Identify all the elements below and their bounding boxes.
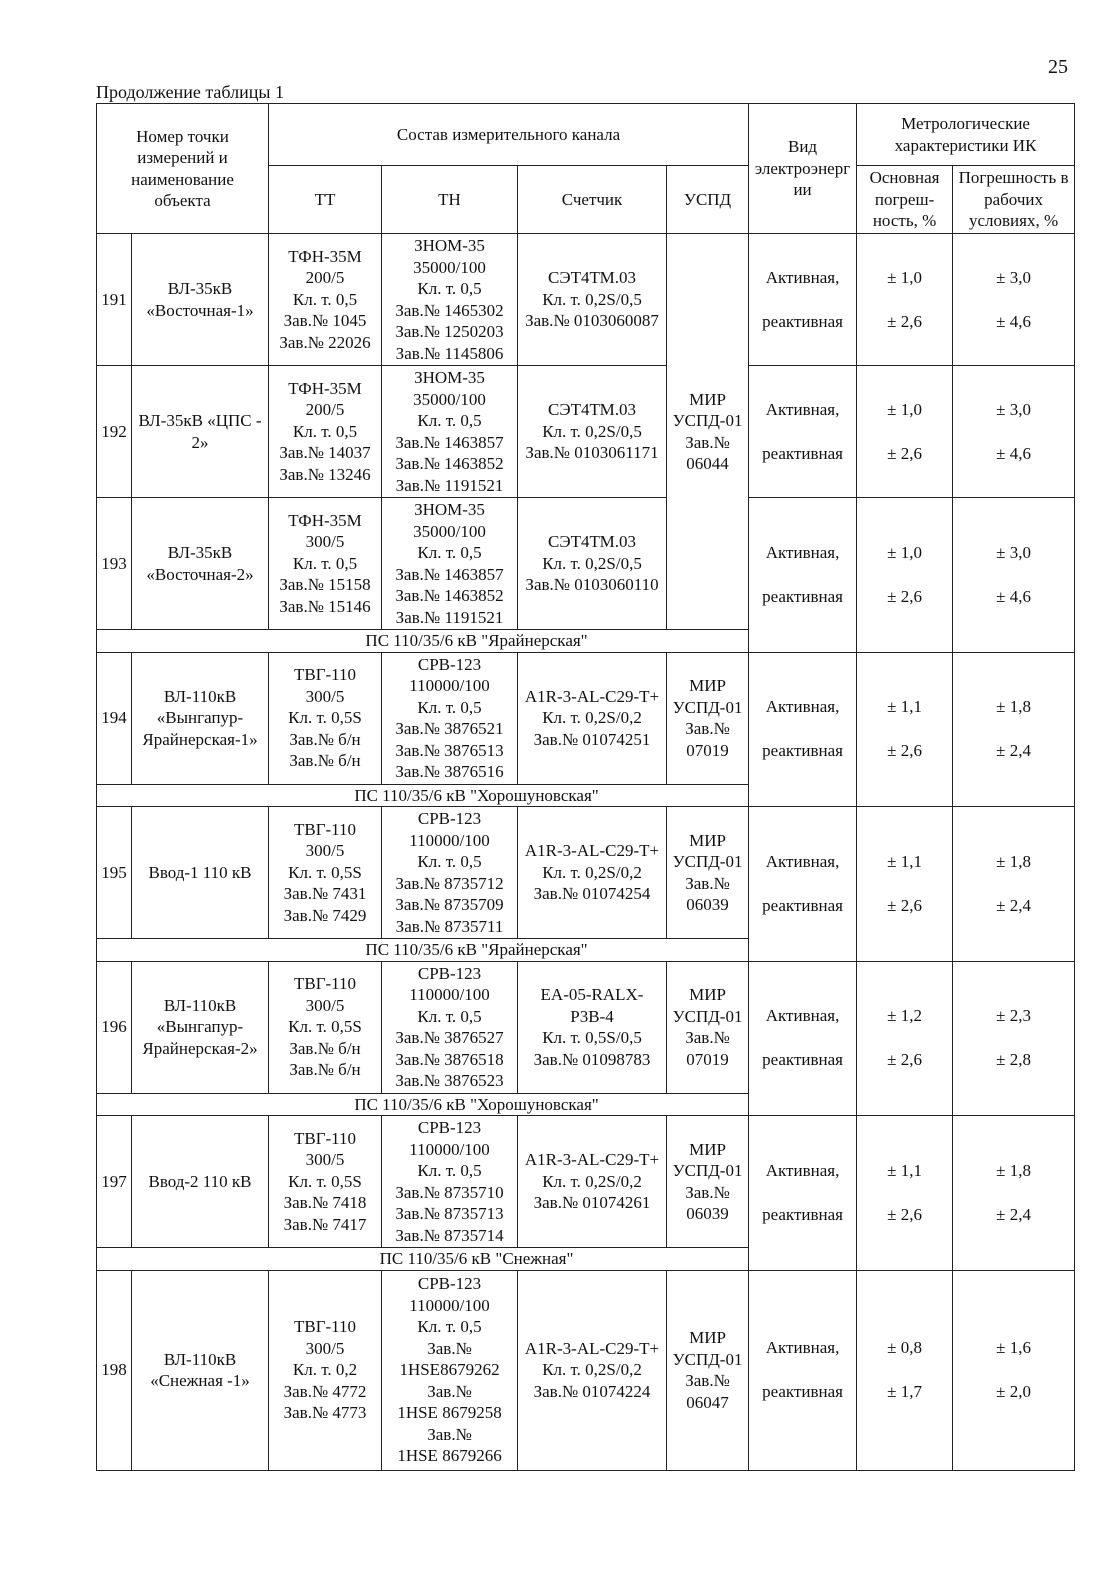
energy-kind-line: реактивная [762,1382,843,1401]
work-error-line: ± 2,4 [996,895,1031,915]
tn-cell-line: Зав.№ 8735714 [395,1225,504,1245]
meter-cell-line: А1R-3-AL-C29-T+ [524,1338,660,1358]
work-error [953,652,1075,807]
tt-cell-line: ТФН-35М [288,246,362,266]
meter-cell-line: Кл. т. 0,2S/0,2 [542,708,642,728]
tt-cell-line: 200/5 [305,268,345,288]
measurement-table [96,103,1075,1471]
tt-cell-line: 300/5 [305,1338,345,1358]
tn-cell-line: 110000/100 [409,1139,490,1159]
object-name [132,234,269,366]
work-error-line: ± 1,8 [996,697,1031,717]
tn-cell [382,234,518,366]
tt-cell-line: Зав.№ 14037 [279,443,371,463]
base-error [857,234,953,366]
header-channel: Состав измерительного канала [269,104,749,166]
tn-cell-line: Кл. т. 0,5 [417,411,482,430]
uspd-cell-line: Зав.№ [685,432,730,452]
energy-kind [749,366,857,498]
base-error [857,807,953,962]
uspd-cell-line: УСПД-01 [672,1006,743,1026]
object-name-line: Ввод-2 110 кВ [148,1171,252,1191]
work-error-line: ± 1,8 [996,851,1031,871]
tn-cell-line: Зав.№ 1463857 [395,432,504,452]
meter-cell-line: Зав.№ 01098783 [533,1049,651,1069]
work-error-line: ± 3,0 [996,399,1031,419]
tt-cell-line: Зав.№ 7429 [283,905,367,925]
meter-cell [518,807,667,939]
base-error-line: ± 1,0 [887,267,922,287]
substation-header: ПС 110/35/6 кВ "Хорошуновская" [97,1093,857,1116]
header-metro: Метрологические характеристики ИК [857,104,1075,166]
work-error-line: ± 4,6 [996,311,1031,331]
base-error [857,366,953,498]
tt-cell-line: ТВГ-110 [293,974,357,994]
base-error [857,961,953,1116]
tt-cell [269,961,382,1093]
substation-header: ПС 110/35/6 кВ "Ярайнерская" [97,939,857,962]
page-number: 25 [1048,56,1068,78]
tt-cell-line: Зав.№ 7418 [283,1193,367,1213]
tn-cell-line: Кл. т. 0,5 [417,1161,482,1180]
base-error-line: ± 1,1 [887,697,922,717]
work-error [953,498,1075,653]
row-number: 193 [97,498,132,630]
object-name-line: «Восточная-2» [146,564,254,584]
base-error [857,652,953,807]
object-name [132,652,269,784]
tn-cell-line: Зав.№ [427,1381,472,1401]
energy-kind-line: Активная, [765,1160,840,1180]
meter-cell-line: Зав.№ 0103061171 [525,443,659,463]
work-error [953,366,1075,498]
tn-cell-line: Зав.№ [427,1338,472,1358]
object-name [132,366,269,498]
tn-cell-line: 35000/100 [413,521,486,541]
object-name [132,1270,269,1470]
uspd-cell [667,234,749,630]
row-number: 196 [97,961,132,1093]
tn-cell-line: ЗНОМ-35 [414,236,485,255]
substation-header: ПС 110/35/6 кВ "Ярайнерская" [97,630,857,653]
header-work-error: Погрешность в рабочих условиях, % [953,166,1075,234]
meter-cell-line: А1R-3-AL-C29-T+ [524,1150,660,1170]
base-error-line: ± 0,8 [887,1338,922,1357]
tn-cell-line: 1HSE 8679266 [397,1446,502,1466]
work-error-line: ± 1,8 [996,1160,1031,1180]
tt-cell-line: Зав.№ 4773 [283,1403,367,1423]
tt-cell-line: 300/5 [305,841,345,861]
tn-cell-line: 110000/100 [409,1295,490,1315]
energy-kind-line: реактивная [762,1050,843,1070]
substation-header: ПС 110/35/6 кВ "Снежная" [97,1248,857,1271]
tn-cell-line: Зав.№ 1463852 [395,586,504,605]
base-error-line: ± 1,0 [887,399,922,419]
row-number: 198 [97,1270,132,1470]
work-error-line: ± 2,4 [996,1204,1031,1224]
tt-cell-line: Зав.№ 7431 [283,884,367,904]
header-tt: ТТ [269,166,382,234]
base-error-line: ± 1,1 [887,1160,922,1180]
tn-cell-line: Зав.№ 3876513 [395,740,504,760]
tn-cell [382,807,518,939]
tn-cell-line: Зав.№ [427,1424,472,1444]
base-error-line: ± 1,2 [887,1006,922,1026]
row-number: 194 [97,652,132,784]
meter-cell [518,1116,667,1248]
energy-kind-line: реактивная [762,1204,843,1224]
work-error-line: ± 2,4 [996,741,1031,761]
work-error [953,807,1075,962]
object-name-line: «Восточная-1» [146,300,254,320]
meter-cell-line: Кл. т. 0,2S/0,5 [542,421,642,441]
tn-cell-line: Зав.№ 8735713 [395,1204,504,1223]
tt-cell-line: Зав.№ 7417 [283,1214,367,1234]
uspd-cell-line: УСПД-01 [672,852,743,871]
work-error [953,1270,1075,1470]
tn-cell-line: Зав.№ 1191521 [395,475,504,495]
object-name-line: ВЛ-35кВ [167,543,233,562]
base-error-line: ± 2,6 [887,1050,922,1070]
meter-cell-line: Кл. т. 0,2S/0,2 [542,862,642,882]
energy-kind-line: Активная, [765,1338,840,1357]
table-row [97,366,1075,498]
row-number: 191 [97,234,132,366]
base-error-line: ± 1,0 [887,542,922,562]
base-error [857,498,953,653]
tt-cell-line: Кл. т. 0,2 [292,1360,358,1380]
table-row [97,652,1075,784]
energy-kind-line: реактивная [762,586,843,606]
object-name [132,807,269,939]
tn-cell-line: Кл. т. 0,5 [417,1317,482,1337]
work-error [953,1116,1075,1271]
meter-cell-line: EA-05-RALX- [540,985,644,1004]
tn-cell-line: ЗНОМ-35 [414,500,485,519]
tt-cell-line: Зав.№ 15146 [279,596,371,616]
meter-cell [518,366,667,498]
uspd-cell [667,652,749,784]
uspd-cell-line: МИР [689,985,726,1004]
meter-cell-line: СЭТ4ТМ.03 [548,400,636,420]
tt-cell-line: Зав.№ б/н [289,751,361,771]
meter-cell-line: Зав.№ 01074254 [533,884,651,904]
object-name-line: Ярайнерская-1» [142,729,258,749]
tn-cell-line: Зав.№ 1250203 [395,322,504,341]
tn-cell-line: Зав.№ 3876516 [395,762,504,781]
object-name-line: ВЛ-110кВ [163,686,237,706]
tt-cell-line: ТВГ-110 [293,819,357,839]
table-row [97,498,1075,630]
uspd-cell-line: УСПД-01 [672,697,743,717]
tn-cell-line: СРВ-123 [417,1118,482,1137]
meter-cell-line: Кл. т. 0,2S/0,5 [542,289,642,309]
base-error-line: ± 2,6 [887,1204,922,1224]
tn-cell [382,498,518,630]
tt-cell-line: ТФН-35М [288,378,362,398]
tn-cell-line: Кл. т. 0,5 [417,279,482,298]
object-name-line: «Вынгапур- [156,1017,244,1037]
uspd-cell [667,807,749,939]
uspd-cell-line: МИР [689,676,726,695]
object-name-line: Ярайнерская-2» [142,1038,258,1058]
tn-cell-line: 110000/100 [409,830,490,850]
base-error-line: ± 1,1 [887,851,922,871]
tn-cell-line: Зав.№ 1145806 [395,343,504,363]
tn-cell-line: Зав.№ 1465302 [395,300,504,320]
tt-cell-line: Кл. т. 0,5 [292,289,358,309]
tn-cell-line: СРВ-123 [417,809,482,828]
header-tn: ТН [382,166,518,234]
table-row [97,1116,1075,1248]
tt-cell [269,366,382,498]
table-row [97,807,1075,939]
work-error-line: ± 1,6 [996,1338,1031,1357]
object-name-line: ВЛ-110кВ [163,995,237,1015]
tt-cell [269,652,382,784]
table-row [97,1270,1075,1470]
tn-cell-line: СРВ-123 [417,963,482,983]
tn-cell-line: Зав.№ 8735710 [395,1182,504,1202]
tn-cell-line: ЗНОМ-35 [414,368,485,387]
tn-cell-line: Зав.№ 1191521 [395,607,504,627]
table-row [97,234,1075,366]
meter-cell-line: Зав.№ 01074251 [533,729,651,749]
tn-cell-line: Зав.№ 3876521 [395,719,504,738]
header-uspd: УСПД [667,166,749,234]
uspd-cell-line: 06039 [686,895,729,914]
base-error-line: ± 2,6 [887,741,922,761]
meter-cell [518,961,667,1093]
energy-kind [749,234,857,366]
header-kind: Вид электроэнерг ии [749,104,857,234]
tt-cell-line: Зав.№ б/н [289,1038,361,1058]
row-number: 192 [97,366,132,498]
uspd-cell [667,961,749,1093]
tn-cell-line: 35000/100 [413,257,486,277]
tn-cell-line: Кл. т. 0,5 [417,852,482,871]
meter-cell-line: Кл. т. 0,2S/0,2 [542,1171,642,1191]
substation-header: ПС 110/35/6 кВ "Хорошуновская" [97,784,857,807]
work-error-line: ± 3,0 [996,267,1031,287]
base-error-line: ± 2,6 [887,443,922,463]
tn-cell [382,652,518,784]
tt-cell-line: Зав.№ 1045 [283,311,367,331]
tt-cell-line: ТВГ-110 [293,1317,357,1337]
meter-cell [518,498,667,630]
tt-cell [269,807,382,939]
tn-cell-line: СРВ-123 [417,654,482,674]
object-name-line: Ввод-1 110 кВ [148,862,252,882]
tn-cell-line: Кл. т. 0,5 [417,543,482,562]
object-name [132,961,269,1093]
energy-kind-line: Активная, [765,542,840,562]
object-name-line: ВЛ-35кВ [167,279,233,298]
energy-kind-line: Активная, [765,697,840,717]
tt-cell-line: 200/5 [305,400,345,420]
table-caption: Продолжение таблицы 1 [96,82,284,102]
object-name [132,498,269,630]
energy-kind-line: реактивная [762,311,843,331]
energy-kind-line: Активная, [765,267,840,287]
tt-cell-line: Зав.№ б/н [289,1060,361,1080]
tn-cell-line: Зав.№ 1463852 [395,454,504,473]
tn-cell-line: Кл. т. 0,5 [417,697,482,717]
uspd-cell-line: МИР [689,830,726,850]
work-error-line: ± 2,3 [996,1006,1031,1026]
base-error-line: ± 2,6 [887,311,922,331]
tn-cell [382,961,518,1093]
meter-cell-line: СЭТ4ТМ.03 [548,268,636,288]
tt-cell [269,498,382,630]
tt-cell-line: Кл. т. 0,5S [288,1017,362,1037]
tt-cell-line: 300/5 [305,532,345,552]
tn-cell-line: Кл. т. 0,5 [417,1006,482,1026]
tt-cell-line: ТФН-35М [288,510,362,530]
uspd-cell-line: МИР [689,1139,726,1159]
tn-cell-line: Зав.№ 3876523 [395,1071,504,1090]
tn-cell-line: Зав.№ 8735711 [395,916,504,936]
meter-cell [518,1270,667,1470]
header-meter: Счетчик [518,166,667,234]
object-name-line: ВЛ-35кВ «ЦПС - [138,411,262,430]
energy-kind [749,1270,857,1470]
energy-kind-line: реактивная [762,443,843,463]
meter-cell-line: СЭТ4ТМ.03 [548,532,636,552]
header-object: Номер точки измерений и наименование объекта [97,104,269,234]
uspd-cell-line: УСПД-01 [672,1161,743,1180]
meter-cell-line: Зав.№ 0103060087 [525,311,659,331]
tn-cell-line: 1HSE8679262 [399,1360,500,1380]
meter-cell-line: Зав.№ 01074224 [533,1381,651,1401]
tt-cell-line: Кл. т. 0,5S [288,1171,362,1191]
uspd-cell-line: Зав.№ [685,1182,730,1202]
uspd-cell [667,1270,749,1470]
header-base-error: Основная погреш- ность, % [857,166,953,234]
uspd-cell-line: УСПД-01 [672,411,743,430]
energy-kind-line: реактивная [762,741,843,761]
tt-cell [269,1116,382,1248]
work-error-line: ± 2,8 [996,1050,1031,1070]
object-name-line: «Вынгапур- [156,708,244,728]
uspd-cell-line: Зав.№ [685,1028,730,1047]
uspd-cell-line: Зав.№ [685,719,730,738]
object-name-line: ВЛ-110кВ [163,1349,237,1369]
uspd-cell-line: 06047 [686,1392,729,1412]
table-body [97,234,1075,1471]
meter-cell-line: Кл. т. 0,2S/0,5 [542,553,642,573]
uspd-cell-line: Зав.№ [685,873,730,893]
tt-cell-line: 300/5 [305,995,345,1015]
object-name-line: 2» [191,432,209,452]
tt-cell-line: Кл. т. 0,5 [292,421,358,441]
tt-cell-line: Кл. т. 0,5 [292,553,358,573]
tt-cell [269,1270,382,1470]
meter-cell-line: А1R-3-AL-C29-T+ [524,841,660,861]
tn-cell-line: Зав.№ 3876527 [395,1028,504,1047]
tn-cell-line: Зав.№ 3876518 [395,1049,504,1069]
work-error-line: ± 4,6 [996,443,1031,463]
meter-cell-line: Зав.№ 01074261 [533,1193,651,1213]
uspd-cell-line: МИР [689,1328,726,1347]
base-error-line: ± 1,7 [887,1382,922,1401]
tn-cell-line: Зав.№ 1463857 [395,564,504,584]
tn-cell [382,1116,518,1248]
uspd-cell-line: 06039 [686,1204,729,1223]
work-error-line: ± 4,6 [996,586,1031,606]
uspd-cell-line: 06044 [686,454,729,473]
table-row [97,961,1075,1093]
tn-cell-line: Зав.№ 8735709 [395,895,504,914]
work-error [953,961,1075,1116]
tt-cell [269,234,382,366]
tn-cell-line: 110000/100 [409,676,490,695]
meter-cell-line: Кл. т. 0,5S/0,5 [542,1028,642,1047]
uspd-cell-line: МИР [689,389,726,409]
tn-cell-line: СРВ-123 [417,1274,482,1294]
tn-cell [382,1270,518,1470]
meter-cell-line: А1R-3-AL-C29-T+ [524,686,660,706]
base-error [857,1116,953,1271]
energy-kind-line: Активная, [765,1006,840,1026]
tt-cell-line: ТВГ-110 [293,665,357,685]
base-error [857,1270,953,1470]
base-error-line: ± 2,6 [887,895,922,915]
object-name-line: «Снежная -1» [150,1371,250,1390]
meter-cell-line: P3B-4 [570,1006,614,1026]
meter-cell-line: Кл. т. 0,2S/0,2 [542,1360,642,1380]
tt-cell-line: Кл. т. 0,5S [288,708,362,728]
tn-cell-line: 35000/100 [413,389,486,409]
meter-cell-line: Зав.№ 0103060110 [525,575,659,595]
object-name [132,1116,269,1248]
work-error-line: ± 2,0 [996,1382,1031,1401]
tn-cell-line: 110000/100 [409,985,490,1004]
tt-cell-line: 300/5 [305,1150,345,1170]
tt-cell-line: Зав.№ 4772 [283,1381,367,1401]
uspd-cell-line: 07019 [686,740,729,760]
tn-cell-line: Зав.№ 8735712 [395,873,504,893]
tt-cell-line: Кл. т. 0,5S [288,862,362,882]
tn-cell-line: 1HSE 8679258 [397,1403,502,1423]
tn-cell [382,366,518,498]
tt-cell-line: Зав.№ 13246 [279,464,371,484]
energy-kind-line: Активная, [765,851,840,871]
work-error [953,234,1075,366]
meter-cell [518,234,667,366]
row-number: 195 [97,807,132,939]
energy-kind-line: Активная, [765,399,840,419]
uspd-cell-line: УСПД-01 [672,1349,743,1369]
uspd-cell-line: 07019 [686,1049,729,1069]
base-error-line: ± 2,6 [887,586,922,606]
energy-kind-line: реактивная [762,895,843,915]
uspd-cell [667,1116,749,1248]
tt-cell-line: ТВГ-110 [293,1128,357,1148]
work-error-line: ± 3,0 [996,542,1031,562]
tt-cell-line: Зав.№ 15158 [279,575,371,595]
uspd-cell-line: Зав.№ [685,1371,730,1390]
tt-cell-line: Зав.№ 22026 [279,332,371,352]
tt-cell-line: 300/5 [305,686,345,706]
meter-cell [518,652,667,784]
row-number: 197 [97,1116,132,1248]
tt-cell-line: Зав.№ б/н [289,729,361,749]
